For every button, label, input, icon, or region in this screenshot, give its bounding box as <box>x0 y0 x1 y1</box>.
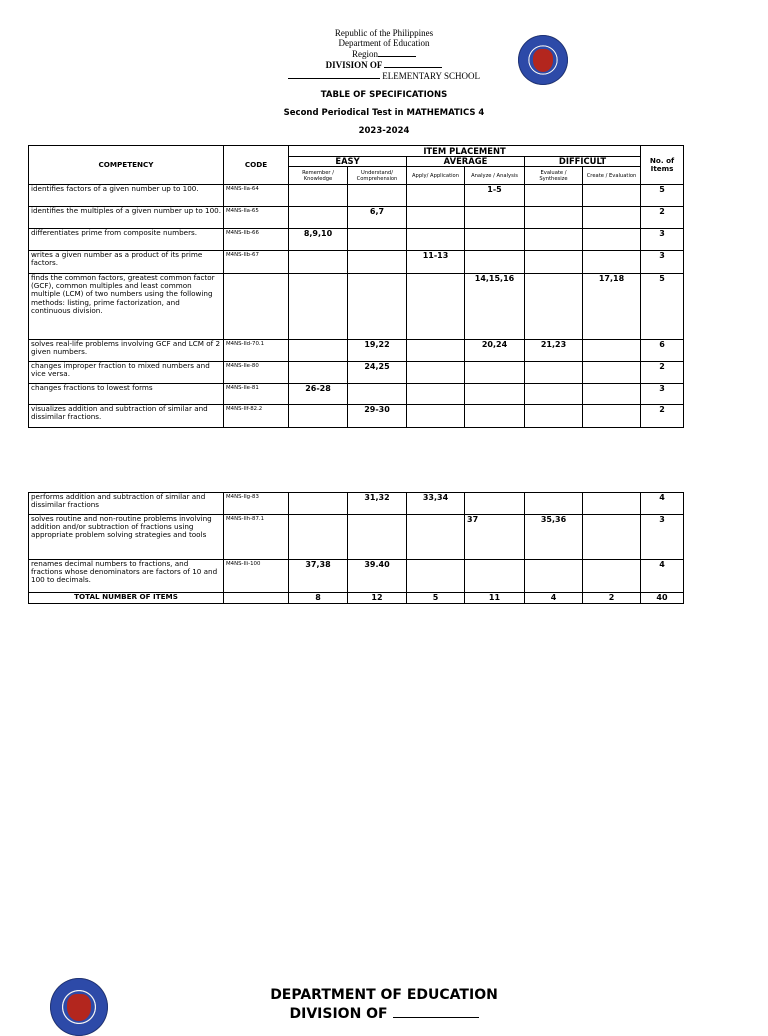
footer-division-blank <box>393 1004 479 1018</box>
apply-cell <box>407 405 465 428</box>
remember-cell: 26-28 <box>289 384 348 405</box>
table-row <box>29 340 684 362</box>
create-cell <box>583 340 641 362</box>
table-row <box>29 185 684 207</box>
evaluate-header: Evaluate / Synthesize <box>525 167 583 185</box>
competency-cell: performs addition and subtraction of similar and dissimilar fractions <box>29 493 224 515</box>
code-cell: M4NS-IIh-87.1 <box>224 515 289 560</box>
analyze-cell <box>465 384 525 405</box>
table-row <box>29 362 684 384</box>
division-line <box>0 59 768 70</box>
competency-cell: changes improper fraction to mixed numbers and vice versa. <box>29 362 224 384</box>
understand-cell: 24,25 <box>348 362 407 384</box>
evaluate-cell <box>525 384 583 405</box>
total-remember-cell: 8 <box>289 593 348 604</box>
code-cell: M4NS-IIb-66 <box>224 229 289 251</box>
code-cell: M4NS-IId-70.1 <box>224 340 289 362</box>
evaluate-cell <box>525 251 583 274</box>
republic-line: Republic of the Philippines <box>334 28 434 38</box>
evaluate-cell <box>525 405 583 428</box>
items-count-cell: 3 <box>641 384 684 405</box>
analyze-cell: 1-5 <box>465 185 525 207</box>
apply-cell <box>407 560 465 593</box>
division-blank <box>384 59 442 68</box>
competency-cell: renames decimal numbers to fractions, and fractions whose denominators are factors of 10 and 100 to decimals. <box>29 560 224 593</box>
totals-label: TOTAL NUMBER OF ITEMS <box>29 593 224 604</box>
letterhead <box>0 28 768 81</box>
item-placement-header: ITEM PLACEMENT <box>289 146 641 157</box>
table-row <box>29 251 684 274</box>
total-understand-cell: 12 <box>348 593 407 604</box>
table-row <box>29 207 684 229</box>
apply-cell: 11-13 <box>407 251 465 274</box>
remember-cell <box>289 251 348 274</box>
create-cell <box>583 493 641 515</box>
competency-cell: finds the common factors, greatest common factor (GCF), common multiples and least common multiple (LCM) of two numbers using the following methods: listing, prime factorization, and continuous division. <box>29 274 224 340</box>
items-count-cell: 2 <box>641 405 684 428</box>
evaluate-cell <box>525 207 583 229</box>
create-cell <box>583 185 641 207</box>
division-label: DIVISION OF <box>325 60 383 70</box>
easy-header: EASY <box>289 157 407 167</box>
understand-cell <box>348 274 407 340</box>
understand-cell: 6,7 <box>348 207 407 229</box>
school-line <box>0 70 768 81</box>
tos-year: 2023-2024 <box>358 126 410 136</box>
table-row <box>29 405 684 428</box>
school-label: ELEMENTARY SCHOOL <box>382 71 480 81</box>
table-row <box>29 384 684 405</box>
items-count-cell: 5 <box>641 185 684 207</box>
apply-cell <box>407 362 465 384</box>
analyze-cell <box>465 229 525 251</box>
items-count-cell: 3 <box>641 229 684 251</box>
competency-cell: differentiates prime from composite numbers. <box>29 229 224 251</box>
understand-cell <box>348 229 407 251</box>
remember-cell: 37,38 <box>289 560 348 593</box>
analyze-header: Analyze / Analysis <box>465 167 525 185</box>
remember-cell: 8,9,10 <box>289 229 348 251</box>
evaluate-cell <box>525 229 583 251</box>
understand-cell <box>348 515 407 560</box>
apply-header: Apply/ Application <box>407 167 465 185</box>
evaluate-cell <box>525 493 583 515</box>
total-create-cell: 2 <box>583 593 641 604</box>
table-row <box>29 274 684 340</box>
totals-code-cell <box>224 593 289 604</box>
code-header: CODE <box>224 146 289 185</box>
code-cell: M4NS-IIe-81 <box>224 384 289 405</box>
specifications-table-part1 <box>28 145 684 428</box>
items-count-cell: 5 <box>641 274 684 340</box>
apply-cell <box>407 515 465 560</box>
understand-cell <box>348 185 407 207</box>
competency-cell: changes fractions to lowest forms <box>29 384 224 405</box>
competency-header: COMPETENCY <box>29 146 224 185</box>
table-row <box>29 560 684 593</box>
analyze-cell <box>465 207 525 229</box>
items-count-cell: 4 <box>641 493 684 515</box>
school-blank <box>288 70 380 79</box>
understand-cell: 19,22 <box>348 340 407 362</box>
understand-cell: 29-30 <box>348 405 407 428</box>
difficult-header: DIFFICULT <box>525 157 641 167</box>
code-cell: M4NS-IIb-67 <box>224 251 289 274</box>
items-count-cell: 6 <box>641 340 684 362</box>
create-cell: 17,18 <box>583 274 641 340</box>
apply-cell <box>407 274 465 340</box>
total-analyze-cell: 11 <box>465 593 525 604</box>
understand-cell: 31,32 <box>348 493 407 515</box>
code-cell: M4NS-IIg-83 <box>224 493 289 515</box>
remember-cell <box>289 493 348 515</box>
table-row <box>29 515 684 560</box>
total-apply-cell: 5 <box>407 593 465 604</box>
evaluate-cell <box>525 185 583 207</box>
department-line: Department of Education <box>338 38 430 48</box>
code-cell: M4NS-IIa-65 <box>224 207 289 229</box>
region-line <box>0 48 768 59</box>
analyze-cell <box>465 405 525 428</box>
tos-subtitle: Second Periodical Test in MATHEMATICS 4 <box>283 108 485 118</box>
remember-cell <box>289 207 348 229</box>
evaluate-cell: 35,36 <box>525 515 583 560</box>
code-cell: M4NS-IIf-82.2 <box>224 405 289 428</box>
totals-row <box>29 593 684 604</box>
apply-cell <box>407 384 465 405</box>
create-cell <box>583 362 641 384</box>
code-cell: M4NS-IIe-80 <box>224 362 289 384</box>
remember-cell <box>289 515 348 560</box>
competency-cell: identifies the multiples of a given number up to 100. <box>29 207 224 229</box>
analyze-cell: 14,15,16 <box>465 274 525 340</box>
total-evaluate-cell: 4 <box>525 593 583 604</box>
understand-cell <box>348 251 407 274</box>
create-cell <box>583 229 641 251</box>
evaluate-cell <box>525 560 583 593</box>
create-cell <box>583 560 641 593</box>
understand-cell: 39.40 <box>348 560 407 593</box>
analyze-cell <box>465 251 525 274</box>
code-cell: M4NS-IIa-64 <box>224 185 289 207</box>
understand-cell <box>348 384 407 405</box>
items-count-cell: 3 <box>641 251 684 274</box>
table-row <box>29 229 684 251</box>
competency-cell: identifies factors of a given number up to 100. <box>29 185 224 207</box>
remember-cell <box>289 340 348 362</box>
analyze-cell <box>465 560 525 593</box>
create-header: Create / Evaluation <box>583 167 641 185</box>
seal-shield <box>533 49 553 72</box>
items-count-cell: 2 <box>641 362 684 384</box>
apply-cell <box>407 340 465 362</box>
evaluate-cell <box>525 362 583 384</box>
competency-cell: visualizes addition and subtraction of similar and dissimilar fractions. <box>29 405 224 428</box>
apply-cell <box>407 207 465 229</box>
analyze-cell <box>465 362 525 384</box>
competency-cell: writes a given number as a product of its prime factors. <box>29 251 224 274</box>
create-cell <box>583 251 641 274</box>
footer-division-line <box>0 1004 768 1023</box>
analyze-cell: 20,24 <box>465 340 525 362</box>
create-cell <box>583 207 641 229</box>
remember-cell <box>289 274 348 340</box>
apply-cell: 33,34 <box>407 493 465 515</box>
evaluate-cell: 21,23 <box>525 340 583 362</box>
analyze-cell: 37 <box>465 515 525 560</box>
competency-cell: solves real-life problems involving GCF and LCM of 2 given numbers. <box>29 340 224 362</box>
code-cell: M4NS-IIi-100 <box>224 560 289 593</box>
specifications-table-part2 <box>28 492 684 604</box>
region-blank <box>378 48 416 57</box>
remember-cell <box>289 405 348 428</box>
analyze-cell <box>465 493 525 515</box>
code-cell <box>224 274 289 340</box>
footer-division-label: DIVISION OF <box>289 1006 388 1022</box>
remember-cell <box>289 185 348 207</box>
remember-cell <box>289 362 348 384</box>
table-body-part1 <box>29 185 684 428</box>
tos-title: TABLE OF SPECIFICATIONS <box>320 90 448 100</box>
understand-header: Understand/ Comprehension <box>348 167 407 185</box>
table-row <box>29 493 684 515</box>
competency-cell: solves routine and non-routine problems involving addition and/or subtraction of fractions using appropriate problem solving strategies and tools <box>29 515 224 560</box>
apply-cell <box>407 185 465 207</box>
create-cell <box>583 515 641 560</box>
items-count-cell: 2 <box>641 207 684 229</box>
remember-header: Remember / Knowledge <box>289 167 348 185</box>
footer-department: DEPARTMENT OF EDUCATION <box>270 987 498 1003</box>
create-cell <box>583 405 641 428</box>
apply-cell <box>407 229 465 251</box>
items-count-cell: 3 <box>641 515 684 560</box>
total-items-cell: 40 <box>641 593 684 604</box>
items-count-cell: 4 <box>641 560 684 593</box>
footer-heading <box>0 986 768 1023</box>
deped-seal-icon <box>518 35 568 85</box>
region-label: Region <box>352 49 378 59</box>
average-header: AVERAGE <box>407 157 525 167</box>
evaluate-cell <box>525 274 583 340</box>
create-cell <box>583 384 641 405</box>
table-body-part2 <box>29 493 684 604</box>
no-items-header: No. of Items <box>641 146 684 185</box>
